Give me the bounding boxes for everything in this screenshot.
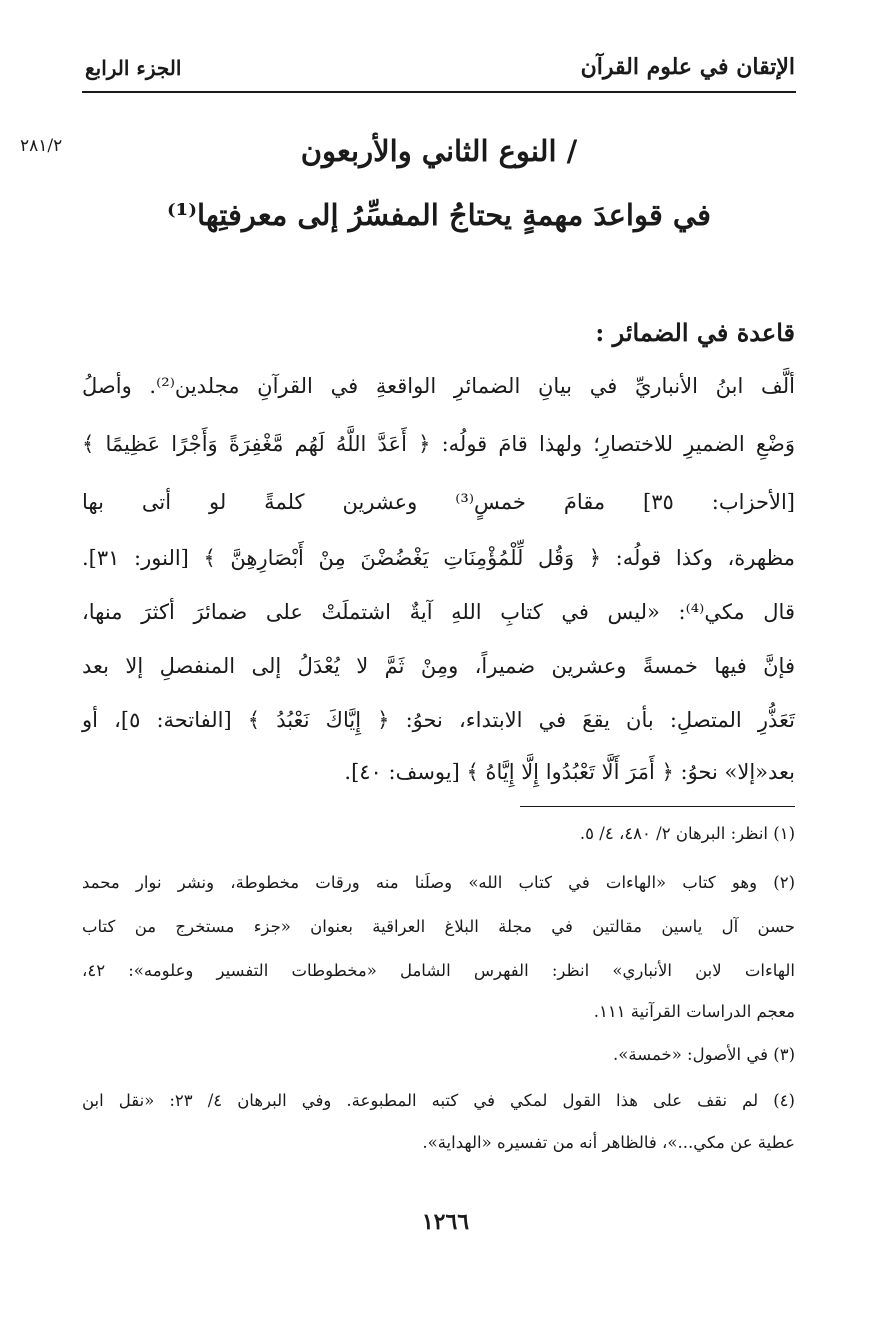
footnote-4-line-1: (٤) لم نقف على هذا القول لمكي في كتبه المطبوعة. وفي البرهان ٤/ ٢٣: «نقل ابن bbox=[82, 1091, 795, 1110]
body-line-4: مظهرة، وكذا قولُه: ﴿ وَقُل لِّلْمُؤْمِنَاتِ يَغْضُضْنَ مِنْ أَبْصَارِهِنَّ ﴾ [النور: ٣١]. bbox=[82, 546, 795, 570]
body-line-8: بعد«إلا» نحوُ: ﴿ أَمَرَ أَلَّا تَعْبُدُوا إِلَّا إِيَّاهُ ﴾ [يوسف: ٤٠]. bbox=[344, 760, 795, 784]
header-divider bbox=[82, 91, 796, 93]
running-header-volume: الجزء الرابع bbox=[85, 56, 182, 80]
chapter-title-line-1: / النوع الثاني والأربعون bbox=[300, 134, 578, 168]
footnote-3: (٣) في الأصول: «خمسة». bbox=[613, 1045, 795, 1064]
footnote-4-line-2: عطية عن مكي...»، فالظاهر أنه من تفسيره «الهداية». bbox=[422, 1133, 795, 1152]
footnote-divider bbox=[520, 806, 795, 807]
running-header-book-title: الإتقان في علوم القرآن bbox=[580, 54, 795, 80]
margin-page-reference: ٢٨١/٢ bbox=[20, 136, 63, 156]
body-line-6: فإنَّ فيها خمسةً وعشرين ضميراً، ومِنْ ثَمَّ لا يُعْدَلُ إلى المنفصلِ إلا بعد bbox=[82, 654, 795, 678]
footnote-2-line-3: الهاءات لابن الأنباري» انظر: الفهرس الشامل «مخطوطات التفسير وعلومه»: ٤٢، bbox=[82, 961, 795, 980]
body-line-5: قال مكي⁽⁴⁾: «ليس في كتابِ اللهِ آيةٌ اشتملَتْ على ضمائرَ أكثرَ منها، bbox=[82, 600, 795, 624]
footnote-2-line-2: حسن آل ياسين مقالتين في مجلة البلاغ العراقية بعنوان «جزء مستخرج من كتاب bbox=[82, 917, 795, 936]
body-line-1: ألَّف ابنُ الأنباريِّ في بيانِ الضمائرِ الواقعةِ في القرآنِ مجلدين⁽²⁾. وأصلُ bbox=[82, 374, 795, 398]
body-line-3: [الأحزاب: ٣٥] مقامَ خمسٍ⁽³⁾ وعشرين كلمةً لو أتى بها bbox=[82, 490, 795, 514]
body-line-7: تَعَذُّرِ المتصلِ: بأن يقعَ في الابتداء، نحوُ: ﴿ إِيَّاكَ نَعْبُدُ ﴾ [الفاتحة: ٥]، أو bbox=[82, 708, 796, 732]
chapter-title-line-2: في قواعدَ مهمةٍ يحتاجُ المفسِّرُ إلى معرفتِها⁽¹⁾ bbox=[167, 198, 711, 232]
page-number: ١٢٦٦ bbox=[421, 1209, 470, 1235]
section-heading: قاعدة في الضمائر : bbox=[595, 318, 795, 347]
footnote-2-line-1: (٢) وهو كتاب «الهاءات في كتاب الله» وصلَنا منه ورقات مخطوطة، ونشر نوار محمد bbox=[82, 873, 795, 892]
body-line-2: وَضْعِ الضميرِ للاختصارِ؛ ولهذا قامَ قولُه: ﴿ أَعَدَّ اللَّهُ لَهُم مَّغْفِرَةً وَأَجْرًا عَظِيمًا ﴾ bbox=[82, 432, 795, 456]
footnote-2-line-4: معجم الدراسات القرآنية ١١١. bbox=[593, 1002, 795, 1021]
footnote-1: (١) انظر: البرهان ٢/ ٤٨٠، ٤/ ٥. bbox=[579, 824, 795, 843]
